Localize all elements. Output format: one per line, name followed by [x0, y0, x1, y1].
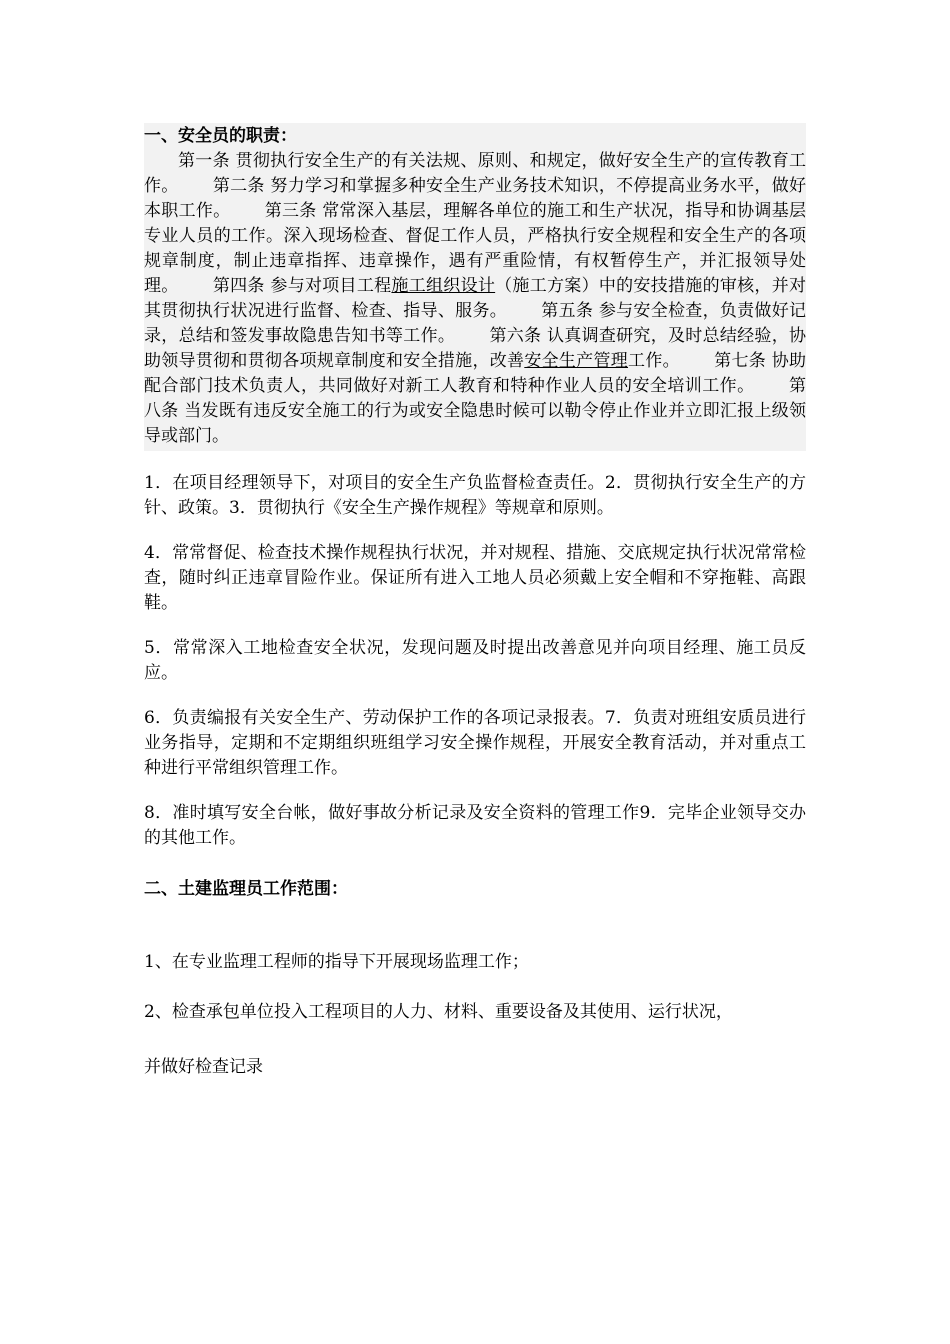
article-4-link[interactable]: 施工组织设计: [391, 276, 496, 296]
paragraph-duties-6-7: 6．负责编报有关安全生产、劳动保护工作的各项记录报表。7．负责对班组安质员进行业务指导，定期和不定期组织班组学习安全操作规程，开展安全教育活动，并对重点工种进行平常组织管理工作。: [144, 708, 806, 778]
paragraph-duties-8-9: 8．准时填写安全台帐，做好事故分析记录及安全资料的管理工作9．完毕企业领导交办的其他工作。: [144, 803, 806, 848]
section-1-heading: 一、安全员的职责：: [144, 126, 297, 146]
document-content: [144, 123, 806, 1080]
article-2: 第二条 努力学习和掌握多种安全生产业务技术知识，不停提高业务水平，做好本职工作。: [144, 176, 807, 221]
article-4-post: （施工方案）中的安技措施的审核，并对其贯彻执行状况进行监督、检查、指导、服务。: [144, 276, 807, 321]
paragraph-duties-4: 4．常常督促、检查技术操作规程执行状况，并对规程、措施、交底规定执行状况常常检查，随时纠正违章冒险作业。保证所有进入工地人员必须戴上安全帽和不穿拖鞋、高跟鞋。: [144, 543, 806, 613]
section-2-heading: 二、土建监理员工作范围：: [144, 879, 348, 899]
article-6-link[interactable]: 安全生产管理: [524, 351, 629, 371]
article-3: 第三条 常常深入基层，理解各单位的施工和生产状况，指导和协调基层专业人员的工作。深入现场检查、督促工作人员，严格执行安全规程和安全生产的各项规章制度，制止违章指挥、违章操作，遇有严重险情，有权暂停生产，并汇报领导处理。: [144, 201, 807, 296]
section-1-shaded-block: [144, 123, 806, 451]
paragraph-duties-1-3: 1．在项目经理领导下，对项目的安全生产负监督检查责任。2．贯彻执行安全生产的方针、政策。3．贯彻执行《安全生产操作规程》等规章和原则。: [144, 473, 806, 518]
article-6-post: 工作。: [628, 351, 680, 371]
paragraph-duties-5: 5．常常深入工地检查安全状况，发现问题及时提出改善意见并向项目经理、施工员反应。: [144, 638, 806, 683]
article-5: 第五条 参与安全检查，负责做好记录，总结和签发事故隐患告知书等工作。: [144, 301, 806, 346]
section-1-articles: [144, 149, 806, 449]
section-2-item-2-continued: 并做好检查记录: [144, 1057, 263, 1077]
article-6-pre: 第六条 认真调查研究，及时总结经验，协助领导贯彻和贯彻各项规章制度和安全措施，改善: [144, 326, 806, 371]
article-1: 第一条 贯彻执行安全生产的有关法规、原则、和规定，做好安全生产的宣传教育工作。: [144, 151, 806, 196]
section-2-item-1: 1、在专业监理工程师的指导下开展现场监理工作；: [144, 952, 529, 972]
section-2-item-2: 2、检查承包单位投入工程项目的人力、材料、重要设备及其使用、运行状况，: [144, 1002, 733, 1022]
article-7: 第七条 协助配合部门技术负责人，共同做好对新工人教育和特种作业人员的安全培训工作。: [144, 351, 807, 396]
article-8: 第八条 当发既有违反安全施工的行为或安全隐患时候可以勒令停止作业并立即汇报上级领导或部门。: [144, 376, 807, 446]
article-4-pre: 第四条 参与对项目工程: [212, 276, 392, 296]
